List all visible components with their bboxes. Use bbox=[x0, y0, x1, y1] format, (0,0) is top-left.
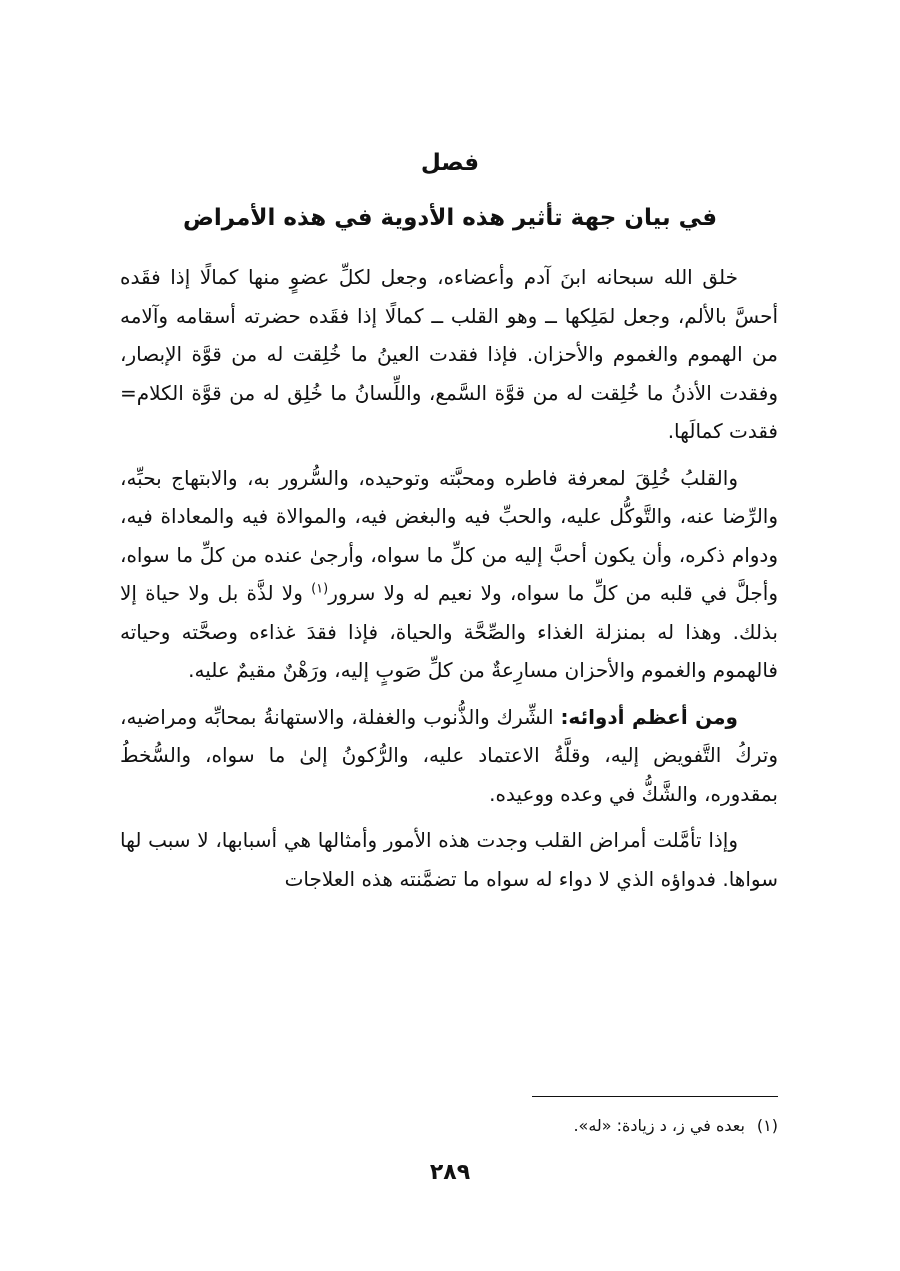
chapter-title: في بيان جهة تأثير هذه الأدوية في هذه الأمراض bbox=[182, 205, 718, 231]
body-text bbox=[120, 258, 778, 906]
footnote-reference: (١) bbox=[311, 581, 329, 597]
footnote-number: (١) bbox=[756, 1116, 778, 1135]
footnote-text: بعده في ز، د زيادة: «له». bbox=[573, 1116, 745, 1135]
paragraph-2 bbox=[120, 459, 778, 690]
paragraph-3 bbox=[120, 698, 778, 814]
footnote-divider bbox=[532, 1096, 778, 1097]
paragraph-4: وإذا تأمَّلت أمراض القلب وجدت هذه الأمور وأمثالها هي أسبابها، لا سبب لها سواها. فدواؤه الذي لا دواء له سواه ما تضمَّنته هذه العلاجات bbox=[120, 828, 778, 891]
page-number: ٢٨٩ bbox=[429, 1160, 471, 1185]
footnote bbox=[120, 1114, 778, 1138]
paragraph-1: خلق الله سبحانه ابنَ آدم وأعضاءه، وجعل لكلِّ عضوٍ منها كمالًا إذا فقَده أحسَّ بالألم، وجعل لمَلِكها ــ وهو القلب ــ كمالًا إذا فقَده حضرته أسقامه وآلامه من الهموم والغموم والأحزان. فإذا فقدت العينُ ما خُلِقت له من قوَّة الإبصار، وفقدت الأذنُ ما خُلِقت له من قوَّة السَّمع، واللِّسانُ ما خُلِق له من قوَّة الكلام= فقدت كمالَها. bbox=[120, 265, 778, 443]
paragraph-2-text-b: ولا لذَّة بل ولا حياة إلا بذلك. وهذا له بمنزلة الغذاء والصِّحَّة والحياة، فإذا فقدَ غذاءه وصحَّته وحياته فالهموم والغموم والأحزان مسارِعةٌ من كلِّ صَوبٍ إليه، ورَهْنٌ مقيمٌ عليه. bbox=[120, 581, 778, 682]
paragraph-2-text-a: والقلبُ خُلِقَ لمعرفة فاطره ومحبَّته وتوحيده، والسُّرور به، والابتهاج بحبِّه، والرِّضا عنه، والتَّوكُّل عليه، والحبِّ فيه والبغض فيه، والموالاة فيه والمعاداة فيه، ودوام ذكره، وأن يكون أحبَّ إليه من كلِّ ما سواه، وأرجىٰ عنده من كلِّ ما سواه، وأجلَّ في قلبه من كلِّ ما سواه، ولا نعيم له ولا سرور bbox=[120, 465, 778, 605]
chapter-label: فصل bbox=[420, 150, 480, 176]
paragraph-3-text: الشِّرك والذُّنوب والغفلة، والاستهانةُ بمحابِّه ومراضيه، وتركُ التَّفويض إليه، وقلَّةُ الاعتماد عليه، والرُّكونُ إلىٰ ما سواه، والسُّخطُ بمقدوره، والشَّكُّ في وعده ووعيده. bbox=[120, 704, 778, 806]
paragraph-3-lead: ومن أعظم أدوائه: bbox=[560, 704, 738, 729]
